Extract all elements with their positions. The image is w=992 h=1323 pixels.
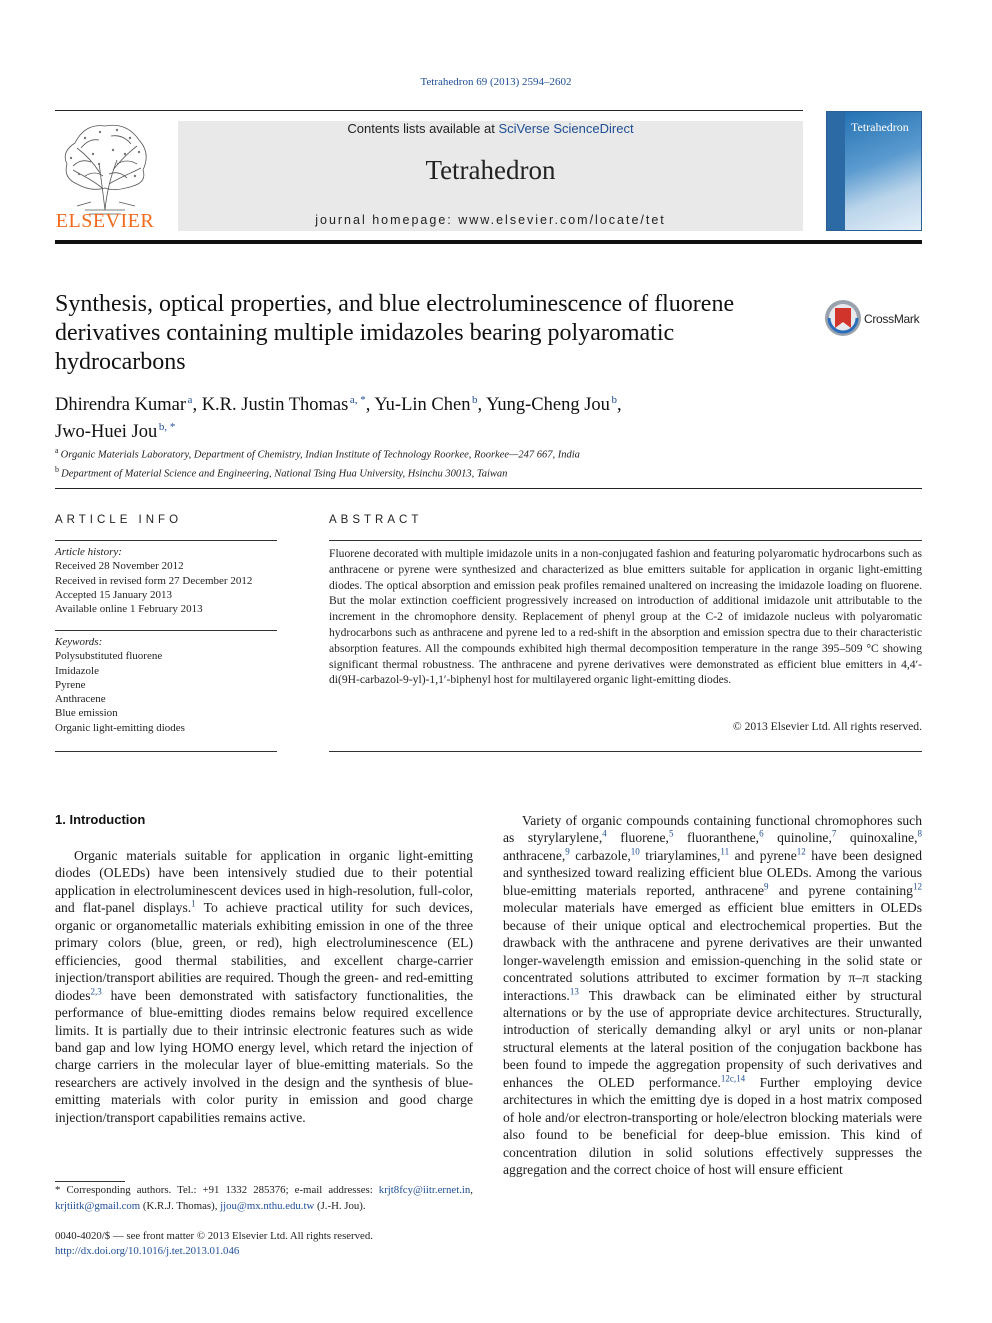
author-name: Dhirendra Kumar bbox=[55, 395, 186, 416]
keywords bbox=[55, 635, 277, 735]
journal-homepage[interactable]: journal homepage: www.elsevier.com/locate/tet bbox=[315, 213, 666, 227]
intro-paragraph: Organic materials suitable for application in organic light-emitting diodes (OLEDs) have been intensively studied due to their potential application in electroluminescent devices used in high-resolution, full-color, and flat-panel displays.$^1$ To achieve practical utility for such devices, organic or organometallic materials exhibiting emission in one of the three primary colors (blue, green, or red), high electroluminescence (EL) efficiencies, good thermal stabilities, and excellent charge-carrier injection/transport abilities are required. Though the green- and red-emitting diodes$^{2,3}$ have been demonstrated with satisfactory functionalities, the performance of blue-emitting diodes remains below required excellence limits. It is partially due to their intrinsic electronic features such as wide band gap and low lying HOMO energy level, which retard the injection of charge carriers in the molecular layer of blue-emitting materials. So the researchers are actively involved in the design and the synthesis of blue-emitting materials with color purity in emission and good charge injection/transport capabilities remains active. bbox=[55, 848, 473, 1125]
citation-ref[interactable]: 6 bbox=[759, 828, 764, 839]
article-history bbox=[55, 545, 277, 616]
keyword: Polysubstituted fluorene bbox=[55, 650, 163, 663]
email-link[interactable]: krjtiitk@gmail.com bbox=[55, 1199, 141, 1212]
history-label: Article history: bbox=[55, 546, 122, 558]
keyword: Imidazole bbox=[55, 664, 99, 677]
article-title: Synthesis, optical properties, and blue electroluminescence of fluorene derivatives containing multiple imidazoles bearing polyaromatic hydrocarbons bbox=[55, 291, 735, 375]
divider bbox=[55, 630, 277, 631]
affiliations bbox=[55, 444, 855, 481]
front-matter bbox=[55, 1229, 555, 1258]
corresponding-author-footnote: * Corresponding authors. Tel.: +91 1332 285376; e-mail addresses: krjt8fcy@iitr.ernet.in, krjtiitk@gmail.com (K.R.J. Thomas), jjou@mx.nthu.edu.tw (J.-H. Jou). bbox=[55, 1184, 473, 1212]
doi-link[interactable]: http://dx.doi.org/10.1016/j.tet.2013.01.046 bbox=[55, 1244, 240, 1257]
keyword: Blue emission bbox=[55, 707, 118, 720]
abstract-heading: ABSTRACT bbox=[329, 514, 423, 526]
citation-ref[interactable]: 9 bbox=[764, 881, 769, 892]
divider bbox=[55, 751, 277, 752]
body-column-right bbox=[503, 812, 922, 1179]
author-name: Jwo-Huei Jou bbox=[55, 422, 158, 443]
author-affiliation-mark[interactable]: a, * bbox=[349, 394, 366, 406]
history-item: Received 28 November 2012 bbox=[55, 560, 184, 573]
author-list: Dhirendra Kumar $^a$, K.R. Justin Thomas $^{a, *}$, Yu-Lin Chen $^b$, Yung-Cheng Jou $^b$, Jwo-Huei Jou $^{b, *}$ bbox=[55, 394, 622, 443]
citation-ref[interactable]: 11 bbox=[720, 846, 730, 857]
article-info-heading: ARTICLE INFO bbox=[55, 514, 183, 526]
author-affiliation-mark[interactable]: a bbox=[187, 394, 193, 406]
history-item: Accepted 15 January 2013 bbox=[55, 588, 172, 601]
divider bbox=[329, 540, 922, 541]
journal-name: Tetrahedron bbox=[425, 155, 556, 185]
history-item: Received in revised form 27 December 2012 bbox=[55, 574, 253, 587]
affiliation: $^b$ Department of Material Science and Engineering, National Tsing Hua University, Hsinchu 30013, Taiwan bbox=[55, 464, 508, 479]
journal-citation[interactable]: Tetrahedron 69 (2013) 2594–2602 bbox=[420, 76, 572, 88]
crossmark-label[interactable]: CrossMark bbox=[864, 312, 920, 326]
intro-paragraph: Variety of organic compounds containing functional chromophores such as styrylarylene,$^4$ fluorene,$^5$ fluoranthene,$^6$ quinoline,$^7$ quinoxaline,$^8$ anthracene,$^9$ carbazole,$^{10}$ triarylamines,$^{11}$ and pyrene$^{12}$ have been designed and synthesized toward realizing efficient blue OLEDs. Among the various blue-emitting materials reported, anthracene$^9$ and pyrene containing$^{12}$ molecular materials have emerged as efficient blue emitters in OLEDs because of their unique optical and electrochemical properties. But the drawback with the anthracene and pyrene derivatives are their unwanted longer-wavelength emission and emission-quenching in the solid state or concentrated solutions attributed to excimer formation by π–π stacking interactions.$^{13}$ This drawback can be eliminated either by structural alternations or by the use of appropriate device architectures. Structurally, introduction of sterically demanding alkyl or aryl units or non-planar structural elements at the lateral position of the conjugation backbone has been found to impede the aggregation propensity of such derivatives and enhances the OLED performance.$^{12c,14}$ Further employing device architectures in which the emitting dye is doped in a host matrix composed of hole and/or electron-transporting or hole/electron blocking materials were also found to be beneficial for deep-blue emission. This kind of concentration dilution in solid solutions effectively suppresses the aggregation and the correct choice of host will ensure efficient bbox=[503, 813, 922, 1178]
cover-spine bbox=[827, 112, 845, 231]
footnote-rule bbox=[55, 1181, 125, 1182]
author-affiliation-mark[interactable]: b, * bbox=[158, 421, 176, 434]
citation-ref[interactable]: 4 bbox=[602, 828, 607, 839]
citation-ref[interactable]: 13 bbox=[569, 986, 579, 996]
abstract-text: Fluorene decorated with multiple imidazole units in a non-conjugated fashion and featuring polyaromatic hydrocarbons such as anthracene or pyrene were synthesized and characterized as blue emitters suitable for application in organic light-emitting diodes. The optical absorption and emission peak profiles remained unaltered on increasing the imidazole loading on fluorene. But the molar extinction coefficient progressively increased on introduction of additional imidazole unit attributable to the increment in the chromophore density. Replacement of phenyl group at the C-2 of imidazole nucleus with polyaromatic hydrocarbons such as anthracene and pyrene led to a red-shift in the absorption and emission spectra due to their characteristic absorption features. All the compounds exhibited high thermal decomposition temperature in the range 395–509 °C showing significant thermal robustness. The anthracene and pyrene derivatives were demonstrated as efficient blue emitters in 4,4′-di(9H-carbazol-9-yl)-1,1′-biphenyl host for multilayered organic light-emitting diodes. bbox=[329, 547, 922, 687]
citation-ref[interactable]: 12c,14 bbox=[720, 1073, 746, 1084]
history-item: Available online 1 February 2013 bbox=[55, 603, 203, 616]
header-thick-rule bbox=[55, 240, 922, 244]
body-column-left bbox=[55, 847, 473, 1126]
author-name: Yu-Lin Chen bbox=[374, 395, 471, 416]
section-heading-introduction: 1. Introduction bbox=[55, 812, 146, 827]
citation-ref[interactable]: 1 bbox=[191, 898, 196, 909]
section-rule bbox=[55, 488, 922, 489]
divider bbox=[329, 751, 922, 752]
citation-ref[interactable]: 8 bbox=[917, 828, 922, 839]
front-matter-line: 0040-4020/$ — see front matter © 2013 Elsevier Ltd. All rights reserved. bbox=[55, 1230, 373, 1242]
email-link[interactable]: krjt8fcy@iitr.ernet.in bbox=[378, 1184, 471, 1196]
citation-ref[interactable]: 5 bbox=[668, 828, 674, 839]
keyword: Anthracene bbox=[55, 693, 106, 706]
affiliation: $^a$ Organic Materials Laboratory, Department of Chemistry, Indian Institute of Technology Roorkee, Roorkee—247 667, India bbox=[55, 446, 580, 461]
header-rule bbox=[55, 110, 803, 111]
citation-ref[interactable]: 12 bbox=[912, 881, 922, 892]
citation-ref[interactable]: 10 bbox=[630, 846, 640, 857]
keyword: Pyrene bbox=[55, 678, 86, 691]
publisher-wordmark: ELSEVIER bbox=[55, 210, 155, 232]
author-affiliation-mark[interactable]: b bbox=[611, 394, 617, 406]
author-name: Yung-Cheng Jou bbox=[486, 395, 610, 416]
cover-title: Tetrahedron bbox=[851, 120, 909, 134]
author-affiliation-mark[interactable]: b bbox=[472, 394, 478, 406]
contents-line: Contents lists available at SciVerse ScienceDirect bbox=[347, 121, 634, 136]
email-link[interactable]: jjou@mx.nthu.edu.tw bbox=[220, 1199, 315, 1212]
journal-masthead bbox=[178, 121, 803, 231]
citation-ref[interactable]: 9 bbox=[565, 846, 570, 857]
sciencedirect-link[interactable]: SciVerse ScienceDirect bbox=[498, 121, 634, 136]
author-name: K.R. Justin Thomas bbox=[201, 395, 349, 416]
divider bbox=[55, 540, 277, 541]
keyword: Organic light-emitting diodes bbox=[55, 721, 185, 734]
citation-ref[interactable]: 12 bbox=[796, 846, 806, 857]
abstract-copyright: © 2013 Elsevier Ltd. All rights reserved. bbox=[732, 720, 922, 733]
citation-ref[interactable]: 7 bbox=[831, 828, 837, 839]
citation-ref[interactable]: 2,3 bbox=[90, 986, 102, 997]
keywords-label: Keywords: bbox=[55, 636, 103, 648]
journal-cover-image bbox=[826, 111, 922, 231]
